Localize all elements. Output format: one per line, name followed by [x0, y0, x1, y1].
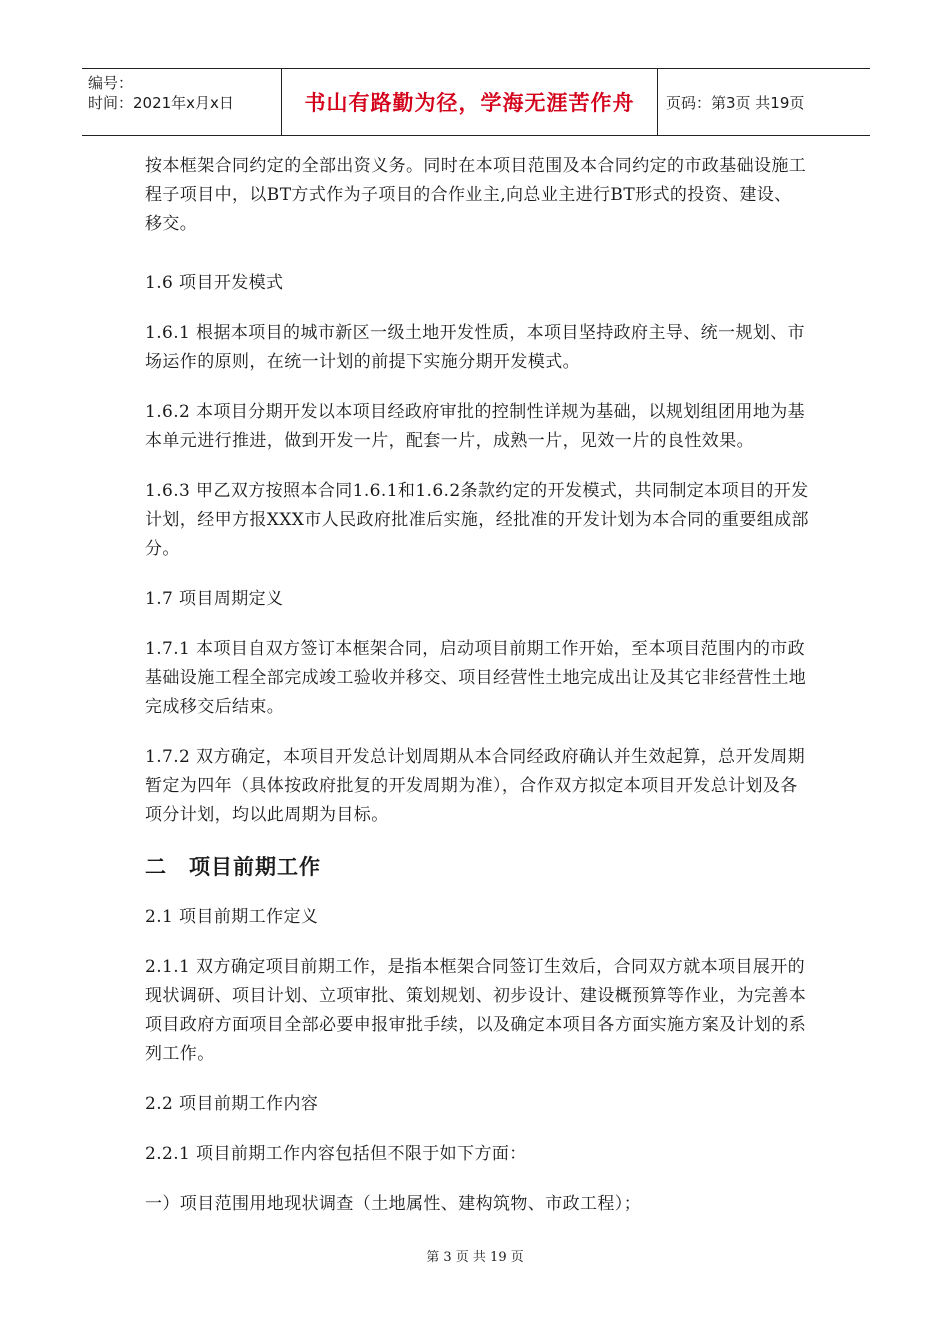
serial-label: 编号： [88, 74, 134, 92]
document-body [145, 152, 809, 1240]
section-heading-1-7: 1.7 项目周期定义 [145, 589, 284, 609]
list-item-1: 一）项目范围用地现状调查（土地属性、建构筑物、市政工程）； [145, 1194, 642, 1214]
chapter-number: 二 [145, 855, 167, 879]
date-label: 时间：2021年x月x日 [88, 94, 234, 112]
section-heading-2-1: 2.1 项目前期工作定义 [145, 907, 319, 927]
paragraph-1-7-2: 1.7.2 双方确定，本项目开发总计划周期从本合同经政府确认并生效起算，总开发周期暂定为四年（具体按政府批复的开发周期为准），合作双方拟定本项目开发总计划及各项分计划，均以此周期为目标。 [145, 747, 806, 825]
paragraph-continuation: 按本框架合同约定的全部出资义务。同时在本项目范围及本合同约定的市政基础设施工程子项目中，以BT方式作为子项目的合作业主,向总业主进行BT形式的投资、建设、移交。 [145, 156, 807, 234]
chapter-title: 项目前期工作 [189, 855, 321, 879]
paragraph-1-6-2: 1.6.2 本项目分期开发以本项目经政府审批的控制性详规为基础，以规划组团用地为基本单元进行推进，做到开发一片，配套一片，成熟一片，见效一片的良性效果。 [145, 402, 806, 451]
header-page-info: 页码：第3页 共19页 [666, 93, 805, 112]
paragraph-2-1-1: 2.1.1 双方确定项目前期工作，是指本框架合同签订生效后，合同双方就本项目展开的现状调研、项目计划、立项审批、策划规划、初步设计、建设概预算等作业，为完善本项目政府方面项目全部必要申报审批手续，以及确定本项目各方面实施方案及计划的系列工作。 [145, 957, 807, 1064]
chapter-heading [145, 851, 809, 883]
section-heading-2-2: 2.2 项目前期工作内容 [145, 1094, 319, 1114]
section-heading-1-6: 1.6 项目开发模式 [145, 273, 284, 293]
paragraph-2-2-1: 2.2.1 项目前期工作内容包括但不限于如下方面： [145, 1144, 527, 1164]
paragraph-1-6-3: 1.6.3 甲乙双方按照本合同1.6.1和1.6.2条款约定的开发模式，共同制定本项目的开发计划，经甲方报XXX市人民政府批准后实施，经批准的开发计划为本合同的重要组成部分。 [145, 481, 809, 559]
header-motto: 书山有路勤为径，学海无涯苦作舟 [282, 69, 658, 135]
paragraph-1-6-1: 1.6.1 根据本项目的城市新区一级土地开发性质，本项目坚持政府主导、统一规划、市场运作的原则，在统一计划的前提下实施分期开发模式。 [145, 323, 806, 372]
page-footer: 第 3 页 共 19 页 [426, 1250, 524, 1265]
page-header [82, 68, 870, 136]
header-meta [82, 69, 282, 135]
paragraph-1-7-1: 1.7.1 本项目自双方签订本框架合同，启动项目前期工作开始，至本项目范围内的市政基础设施工程全部完成竣工验收并移交、项目经营性土地完成出让及其它非经营性土地完成移交后结束。 [145, 639, 807, 717]
